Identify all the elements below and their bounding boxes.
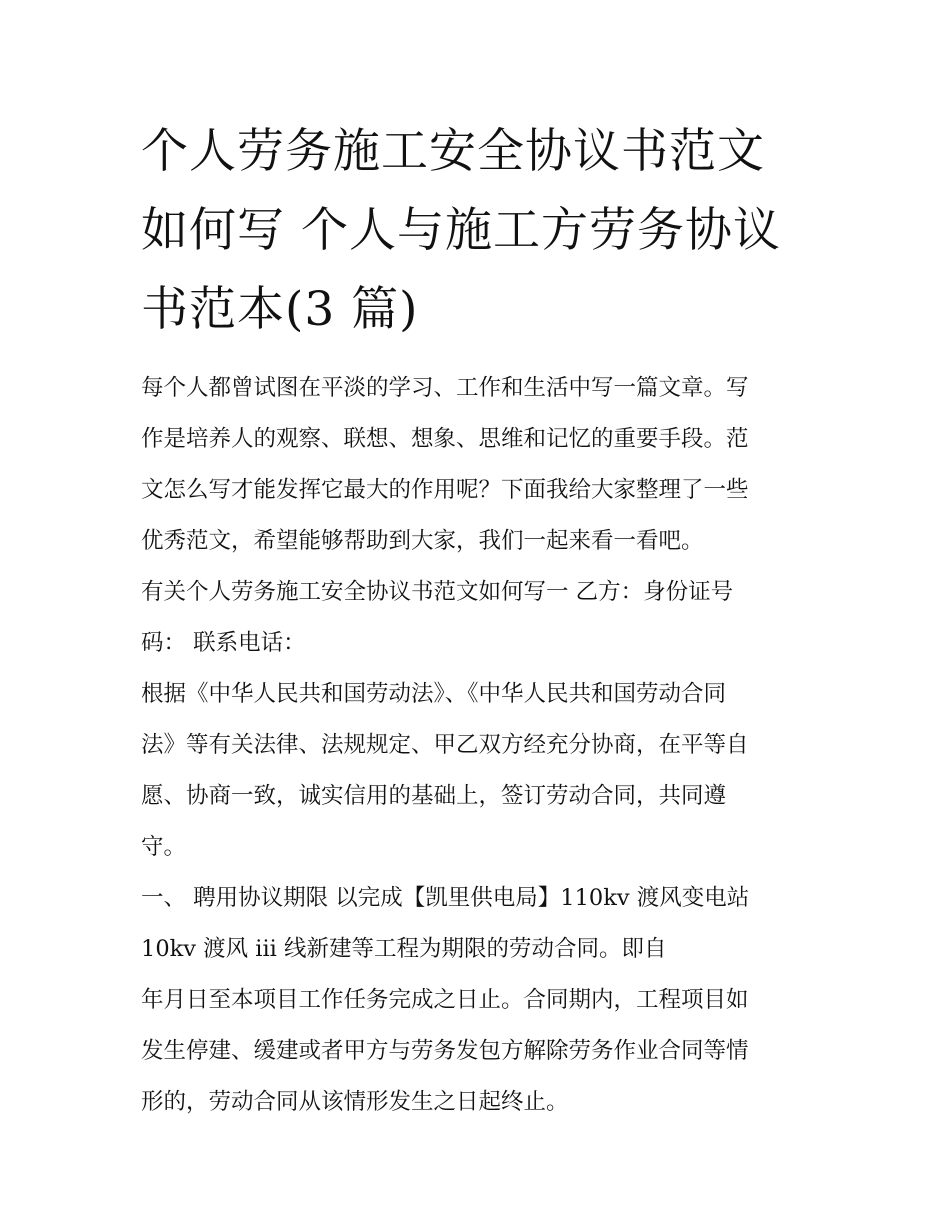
section-heading-paragraph (141, 567, 813, 669)
document-page (141, 112, 813, 1128)
contract-term-paragraph (141, 975, 813, 1128)
clause-one-paragraph (141, 873, 813, 975)
legal-basis-paragraph (141, 669, 813, 873)
text-line: 文怎么写才能发挥它最大的作用呢？下面我给大家整理了一些 (141, 477, 749, 503)
intro-paragraph (141, 363, 813, 567)
text-line: 年月日至本项目工作任务完成之日止。合同期内，工程项目如 (141, 987, 749, 1013)
text-line: 法》等有关法律、法规规定、甲乙双方经充分协商，在平等自 (141, 732, 749, 758)
text-line: 优秀范文，希望能够帮助到大家，我们一起来看一看吧。 (141, 528, 704, 554)
title-line: 如何写 个人与施工方劳务协议 (141, 203, 781, 258)
text-line: 10kv 渡风 iii 线新建等工程为期限的劳动合同。即自 (141, 936, 667, 962)
document-body (141, 363, 813, 1128)
text-line: 码： 联系电话： (141, 630, 306, 656)
text-line: 根据《中华人民共和国劳动法》、《中华人民共和国劳动合同 (141, 681, 727, 707)
text-line: 每个人都曾试图在平淡的学习、工作和生活中写一篇文章。写 (141, 375, 749, 401)
text-line: 愿、协商一致，诚实信用的基础上，签订劳动合同，共同遵 (141, 783, 727, 809)
text-line: 有关个人劳务施工安全协议书范文如何写一 乙方：身份证号 (141, 579, 734, 605)
document-title (141, 112, 813, 349)
title-line: 书范本(3 篇) (141, 282, 419, 337)
text-line: 形的，劳动合同从该情形发生之日起终止。 (141, 1089, 569, 1115)
text-line: 作是培养人的观察、联想、想象、思维和记忆的重要手段。范 (141, 426, 749, 452)
text-line: 一、 聘用协议期限 以完成【凯里供电局】110kv 渡风变电站 (141, 885, 750, 911)
text-line: 守。 (141, 834, 187, 860)
text-line: 发生停建、缓建或者甲方与劳务发包方解除劳务作业合同等情 (141, 1038, 749, 1064)
title-line: 个人劳务施工安全协议书范文 (141, 124, 765, 179)
